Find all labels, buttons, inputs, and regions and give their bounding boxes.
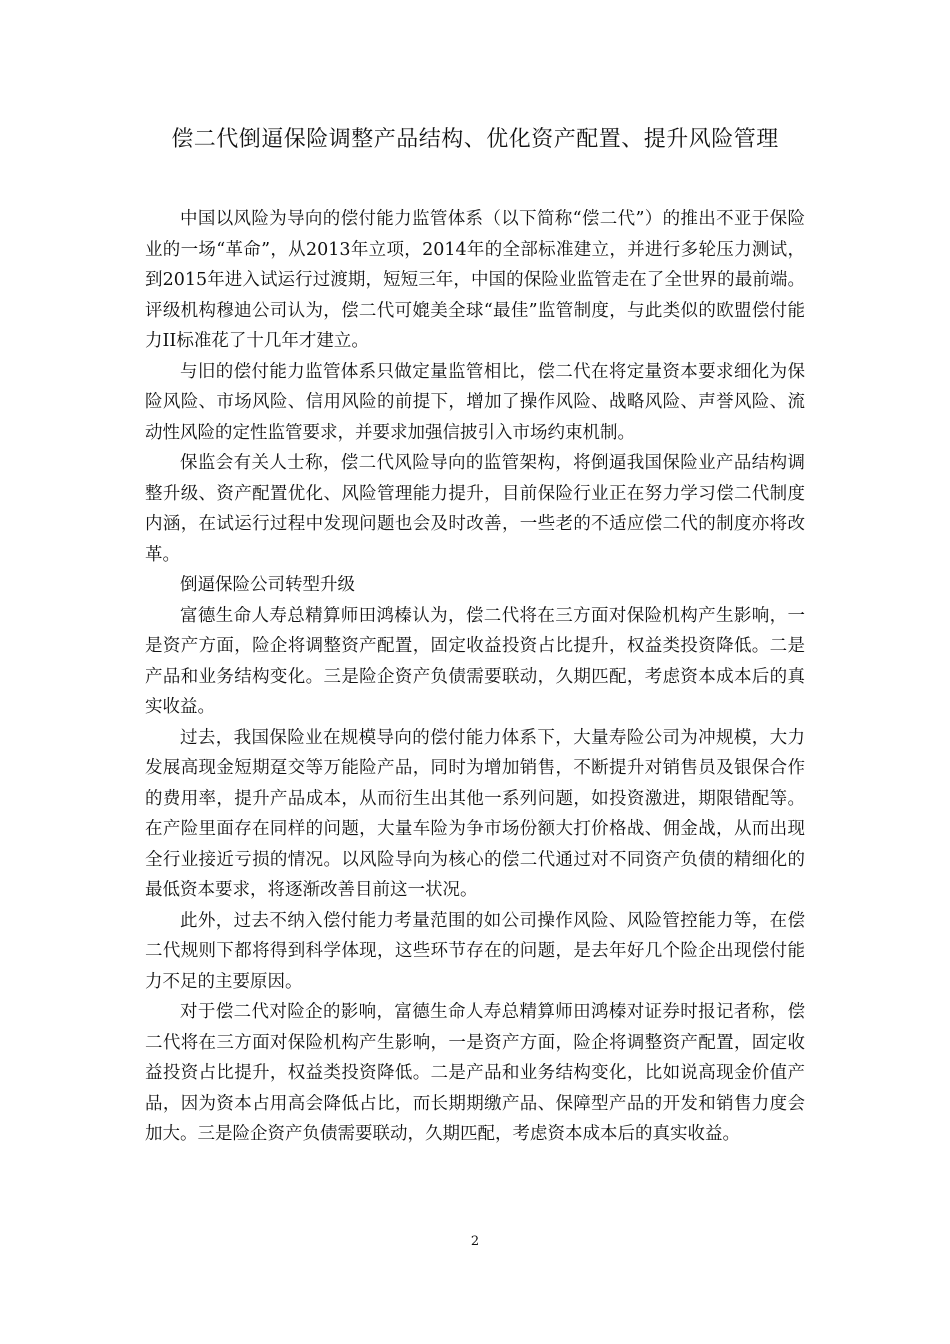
document-body xyxy=(145,204,805,1150)
paragraph-4: 富德生命人寿总精算师田鸿榛认为，偿二代将在三方面对保险机构产生影响，一是资产方面，险企将调整资产配置，固定收益投资占比提升，权益类投资降低。二是产品和业务结构变化。三是险企资产负债需要联动，久期匹配，考虑资本成本后的真实收益。 xyxy=(145,605,805,717)
paragraph-1: 中国以风险为导向的偿付能力监管体系（以下简称“偿二代”）的推出不亚于保险业的一场“革命”，从2013年立项，2014年的全部标准建立，并进行多轮压力测试，到2015年进入试运行过渡期，短短三年，中国的保险业监管走在了全世界的最前端。评级机构穆迪公司认为，偿二代可媲美全球“最佳”监管制度，与此类似的欧盟偿付能力II标准花了十几年才建立。 xyxy=(145,209,805,351)
section-subheading: 倒逼保险公司转型升级 xyxy=(180,575,355,595)
document-title: 偿二代倒逼保险调整产品结构、优化资产配置、提升风险管理 xyxy=(171,127,779,152)
paragraph-7: 对于偿二代对险企的影响，富德生命人寿总精算师田鸿榛对证券时报记者称，偿二代将在三方面对保险机构产生影响，一是资产方面，险企将调整资产配置，固定收益投资占比提升，权益类投资降低。二是产品和业务结构变化，比如说高现金价值产品，因为资本占用高会降低占比，而长期期缴产品、保障型产品的开发和销售力度会加大。三是险企资产负债需要联动，久期匹配，考虑资本成本后的真实收益。 xyxy=(145,1002,805,1144)
paragraph-2: 与旧的偿付能力监管体系只做定量监管相比，偿二代在将定量资本要求细化为保险风险、市场风险、信用风险的前提下，增加了操作风险、战略风险、声誉风险、流动性风险的定性监管要求，并要求加强信披引入市场约束机制。 xyxy=(145,361,805,443)
paragraph-5: 过去，我国保险业在规模导向的偿付能力体系下，大量寿险公司为冲规模，大力发展高现金短期趸交等万能险产品，同时为增加销售，不断提升对销售员及银保合作的费用率，提升产品成本，从而衍生出其他一系列问题，如投资激进，期限错配等。在产险里面存在同样的问题，大量车险为争市场份额大打价格战、佣金战，从而出现全行业接近亏损的情况。以风险导向为核心的偿二代通过对不同资产负债的精细化的最低资本要求，将逐渐改善目前这一状况。 xyxy=(145,727,805,900)
paragraph-3: 保监会有关人士称，偿二代风险导向的监管架构，将倒逼我国保险业产品结构调整升级、资产配置优化、风险管理能力提升，目前保险行业正在努力学习偿二代制度内涵，在试运行过程中发现问题也会及时改善，一些老的不适应偿二代的制度亦将改革。 xyxy=(145,453,805,565)
paragraph-6: 此外，过去不纳入偿付能力考量范围的如公司操作风险、风险管控能力等，在偿二代规则下都将得到科学体现，这些环节存在的问题，是去年好几个险企出现偿付能力不足的主要原因。 xyxy=(145,910,805,992)
page-number: 2 xyxy=(470,1234,480,1249)
